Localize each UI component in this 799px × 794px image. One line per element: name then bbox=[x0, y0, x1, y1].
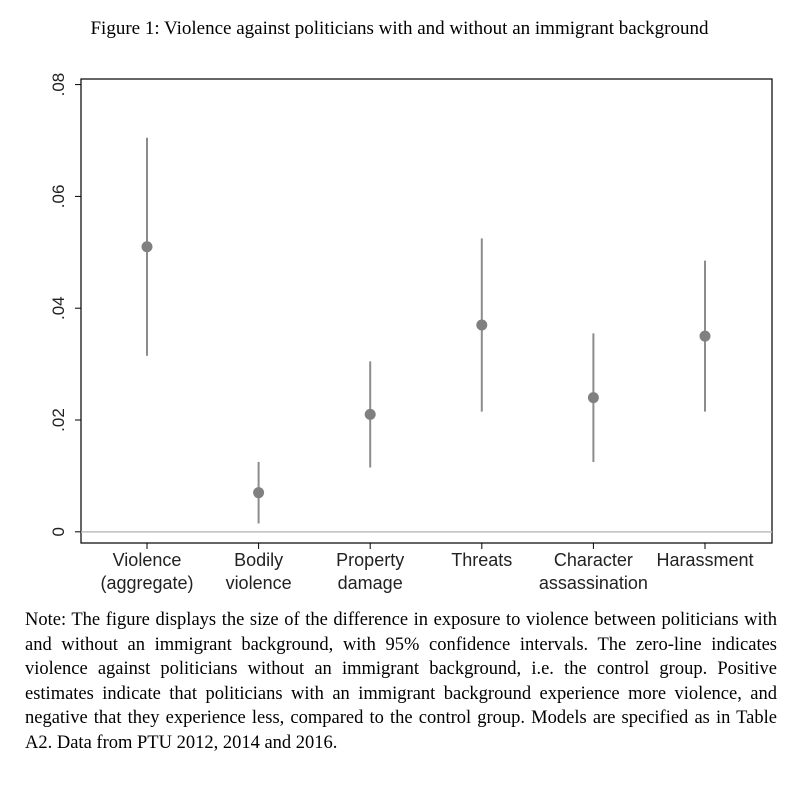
x-tick-label: Character bbox=[553, 550, 633, 570]
estimate-point bbox=[365, 409, 376, 420]
estimate-point bbox=[476, 319, 487, 330]
estimate-point bbox=[700, 331, 711, 342]
figure-note: Note: The figure displays the size of the difference in exposure to violence between politicians with and without an immigrant background, with 95% confidence intervals. The zero-line indicates violence against politicians without an immigrant background, i.e. the control group. Positive estimates indicate that politicians with an immigrant background experience more violence, and negative that they experience less, compared to the control group. Models are specified as in Table A2. Data from PTU 2012, 2014 and 2016. bbox=[25, 610, 777, 753]
estimate-point bbox=[253, 487, 264, 498]
x-tick-label: (aggregate) bbox=[100, 573, 194, 593]
figure-title: Figure 1: Violence against politicians with and without an immigrant background bbox=[90, 18, 709, 39]
estimate-point bbox=[588, 392, 599, 403]
y-tick-label: .02 bbox=[49, 408, 68, 432]
estimate-points bbox=[142, 241, 711, 498]
x-tick-label: Harassment bbox=[656, 550, 754, 570]
y-tick-label: .04 bbox=[49, 296, 68, 321]
confidence-intervals bbox=[147, 138, 705, 524]
x-axis-labels bbox=[100, 543, 753, 593]
y-tick-label: 0 bbox=[49, 527, 68, 537]
x-tick-label: Threats bbox=[451, 550, 513, 570]
y-axis bbox=[49, 73, 81, 537]
estimate-point bbox=[142, 241, 153, 252]
plot-frame bbox=[81, 79, 772, 543]
x-tick-label: violence bbox=[225, 573, 292, 593]
y-tick-label: .08 bbox=[49, 72, 68, 97]
x-tick-label: damage bbox=[337, 573, 403, 593]
x-tick-label: Property bbox=[336, 550, 405, 570]
x-tick-label: assassination bbox=[538, 573, 648, 593]
x-tick-label: Violence bbox=[112, 550, 182, 570]
y-tick-label: .06 bbox=[49, 184, 68, 209]
x-tick-label: Bodily bbox=[234, 550, 284, 570]
